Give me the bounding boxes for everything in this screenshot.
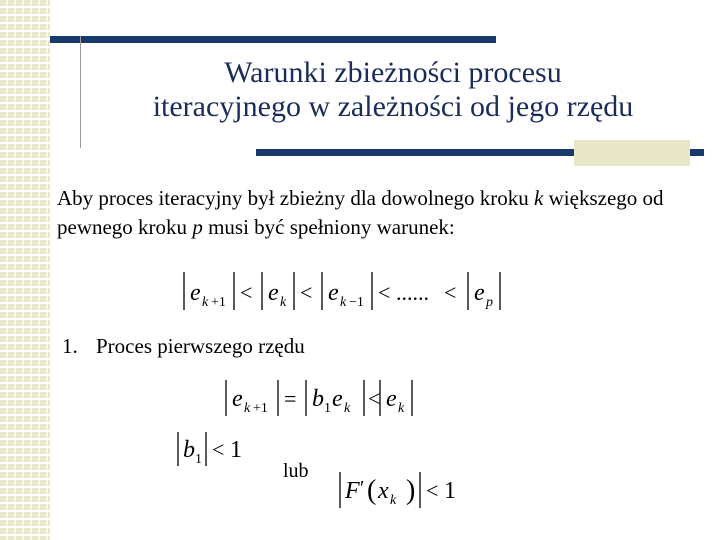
svg-text:x: x	[378, 478, 389, 504]
decorative-stripe-column	[0, 0, 50, 540]
svg-text:k: k	[344, 401, 351, 416]
svg-text:k: k	[280, 295, 287, 310]
chain-lt-1: <	[240, 280, 253, 305]
first-order-lt: <	[368, 386, 381, 411]
svg-text:F: F	[345, 478, 360, 504]
intro-text-1: Aby proces iteracyjny był zbieżny dla dowolnego kroku	[57, 186, 535, 210]
b1-one: 1	[230, 437, 242, 463]
svg-text:+1: +1	[211, 295, 226, 310]
svg-text:): )	[406, 475, 416, 506]
svg-text:p: p	[486, 295, 493, 310]
first-order-eq: =	[284, 386, 297, 411]
or-label: lub	[283, 460, 309, 482]
svg-text:b: b	[183, 437, 195, 463]
svg-text:k: k	[390, 493, 397, 508]
svg-text:b: b	[312, 386, 324, 412]
intro-text-3: musi być spełniony warunek:	[202, 215, 455, 239]
svg-text:e: e	[474, 280, 485, 306]
title-top-bar	[50, 36, 496, 43]
derivative-condition-formula	[336, 468, 462, 512]
svg-text:e: e	[332, 386, 343, 412]
chain-lt-2: <	[300, 280, 313, 305]
intro-var-p: p	[192, 215, 203, 239]
svg-text:e: e	[386, 386, 397, 412]
svg-text:1: 1	[324, 401, 331, 416]
first-order-formula	[222, 376, 418, 420]
derivative-prime: ′	[360, 477, 365, 499]
chain-dots: ......	[396, 280, 429, 305]
svg-text:(: (	[367, 475, 377, 506]
slide-title-line-2: iteracyjnego w zależności od jego rzędu	[152, 90, 634, 123]
intro-var-k: k	[534, 186, 544, 210]
intro-text-2: większego od pewnego kroku	[57, 186, 664, 239]
intro-paragraph	[57, 184, 697, 242]
svg-text:k: k	[244, 401, 251, 416]
svg-text:1: 1	[195, 452, 202, 467]
derivative-lt: <	[426, 478, 439, 503]
title-divider-line	[80, 36, 81, 148]
svg-text:e: e	[268, 280, 279, 306]
b1-condition-formula	[174, 428, 250, 470]
chain-lt-3: <	[378, 280, 391, 305]
derivative-one: 1	[444, 478, 456, 504]
svg-text:+1: +1	[253, 401, 268, 416]
svg-text:k: k	[398, 401, 405, 416]
list-item-text: Proces pierwszego rzędu	[96, 334, 305, 358]
list-item	[62, 334, 305, 359]
convergence-chain-formula	[176, 268, 506, 314]
svg-text:k: k	[340, 295, 347, 310]
svg-text:−1: −1	[349, 295, 364, 310]
chain-lt-4: <	[444, 280, 457, 305]
b1-lt: <	[212, 437, 225, 462]
slide-title	[88, 56, 698, 124]
svg-text:e: e	[328, 280, 339, 306]
svg-text:e: e	[190, 280, 201, 306]
title-accent-box	[574, 140, 690, 166]
list-item-number: 1.	[62, 334, 78, 358]
svg-text:e: e	[232, 386, 243, 412]
slide-title-line-1: Warunki zbieżności procesu	[224, 56, 562, 89]
svg-text:k: k	[202, 295, 209, 310]
